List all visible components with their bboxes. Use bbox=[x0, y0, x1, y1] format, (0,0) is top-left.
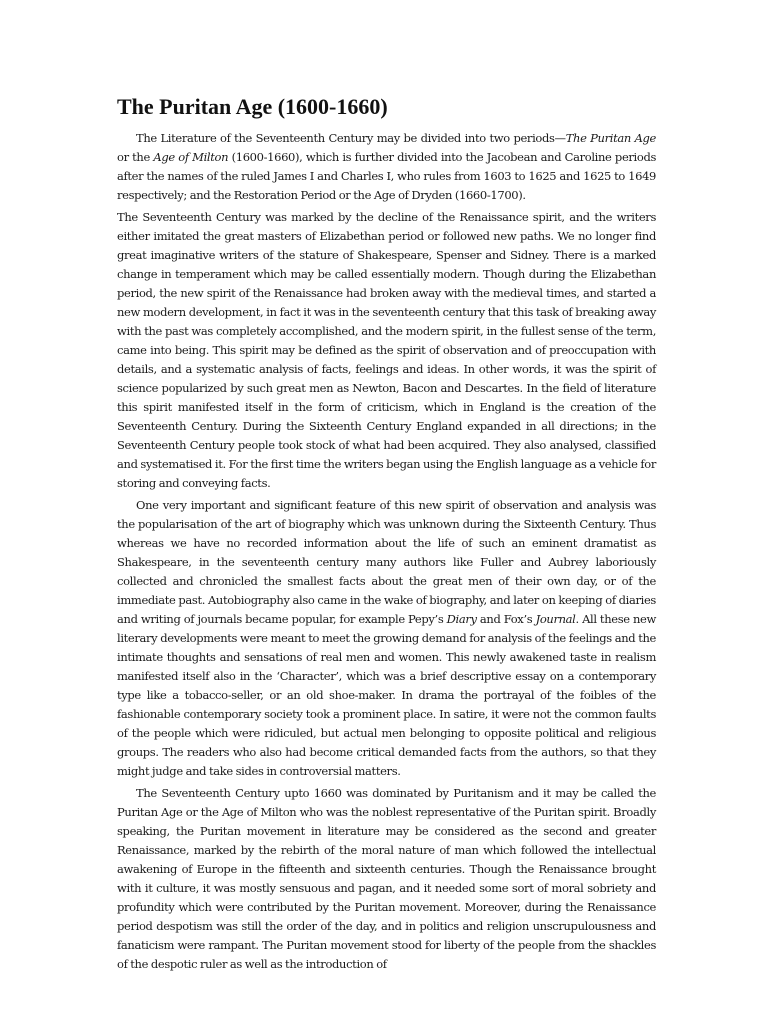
paragraph-1-italic-age-of-milton: Age of Milton bbox=[153, 150, 229, 164]
paragraph-3-italic-diary: Diary bbox=[446, 612, 477, 626]
paragraph-3-text-a: One very important and significant feature of this new spirit of observation and analysis was the popularisation of the art of biography which was unknown during the Sixteenth Century. Thus whereas we have no recorded information about the life of such an eminent dramatist as Shakespeare, in the seventeenth century many authors like Fuller and Aubrey laboriously collected and chronicled the smallest facts about the great men of their own day, or of the immediate past. Autobiography also came in the wake of biography, and later on keeping of diaries and writing of journals became popular, for example Pepy’s bbox=[117, 498, 656, 626]
paragraph-4: The Seventeenth Century upto 1660 was dominated by Puritanism and it may be called the Puritan Age or the Age of Milton who was the noblest representative of the Puritan spirit. Broadly speaking, the Puritan movement in literature may be considered as the second and greater Renaissance, marked by the rebirth of the moral nature of man which followed the intellectual awakening of Europe in the fifteenth and sixteenth centuries. Though the Renaissance brought with it culture, it was mostly sensuous and pagan, and it needed some sort of moral sobriety and profundity which were contributed by the Puritan movement. Moreover, during the Renaissance period despotism was still the order of the day, and in politics and religion unscrupulousness and fanaticism were rampant. The Puritan movement stood for liberty of the people from the shackles of the despotic ruler as well as the introduction of bbox=[117, 786, 656, 971]
paragraph-1 bbox=[117, 129, 656, 205]
page-title: The Puritan Age (1600-1660) bbox=[117, 94, 388, 119]
document-page bbox=[117, 92, 656, 977]
paragraph-3 bbox=[117, 496, 656, 781]
paragraph-3-italic-journal: Journal bbox=[535, 612, 576, 626]
paragraph-3-text-b: and Fox’s bbox=[476, 612, 536, 626]
paragraph-2: The Seventeenth Century was marked by the decline of the Renaissance spirit, and the writers either imitated the great masters of Elizabethan period or followed new paths. We no longer find great imaginative writers of the stature of Shakespeare, Spenser and Sidney. There is a marked change in temperament which may be called essentially modern. Though during the Elizabethan period, the new spirit of the Renaissance had broken away with the medieval times, and started a new modern development, in fact it was in the seventeenth century that this task of breaking away with the past was completely accomplished, and the modern spirit, in the fullest sense of the term, came into being. This spirit may be defined as the spirit of observation and of preoccupation with details, and a systematic analysis of facts, feelings and ideas. In other words, it was the spirit of science popularized by such great men as Newton, Bacon and Descartes. In the field of literature this spirit manifested itself in the form of criticism, which in England is the creation of the Seventeenth Century. During the Sixteenth Century England expanded in all directions; in the Seventeenth Century people took stock of what had been acquired. They also analysed, classified and systematised it. For the first time the writers began using the English language as a vehicle for storing and conveying facts. bbox=[117, 210, 656, 490]
paragraph-3-text-c: . All these new literary developments were meant to meet the growing demand for analysis of the feelings and the intimate thoughts and sensations of real men and women. This newly awakened taste in realism manifested itself also in the ‘Character’, which was a brief descriptive essay on a contemporary type like a tobacco-seller, or an old shoe-maker. In drama the portrayal of the foibles of the fashionable contemporary society took a prominent place. In satire, it were not the common faults of the people which were ridiculed, but actual men belonging to opposite political and religious groups. The readers who also had become critical demanded facts from the authors, so that they might judge and take sides in controversial matters. bbox=[117, 612, 656, 778]
paragraph-1-text-c: (1600-1660), which is further divided into the Jacobean and Caroline periods after the names of the ruled James I and Charles I, who rules from 1603 to 1625 and 1625 to 1649 respectively; and the Restoration Period or the Age of Dryden (1660-1700). bbox=[117, 150, 657, 202]
paragraph-1-italic-puritan-age: The Puritan Age bbox=[565, 131, 656, 145]
paragraph-1-text-a: The Literature of the Seventeenth Century may be divided into two periods— bbox=[136, 131, 566, 145]
paragraph-1-text-b: or the bbox=[117, 150, 154, 164]
